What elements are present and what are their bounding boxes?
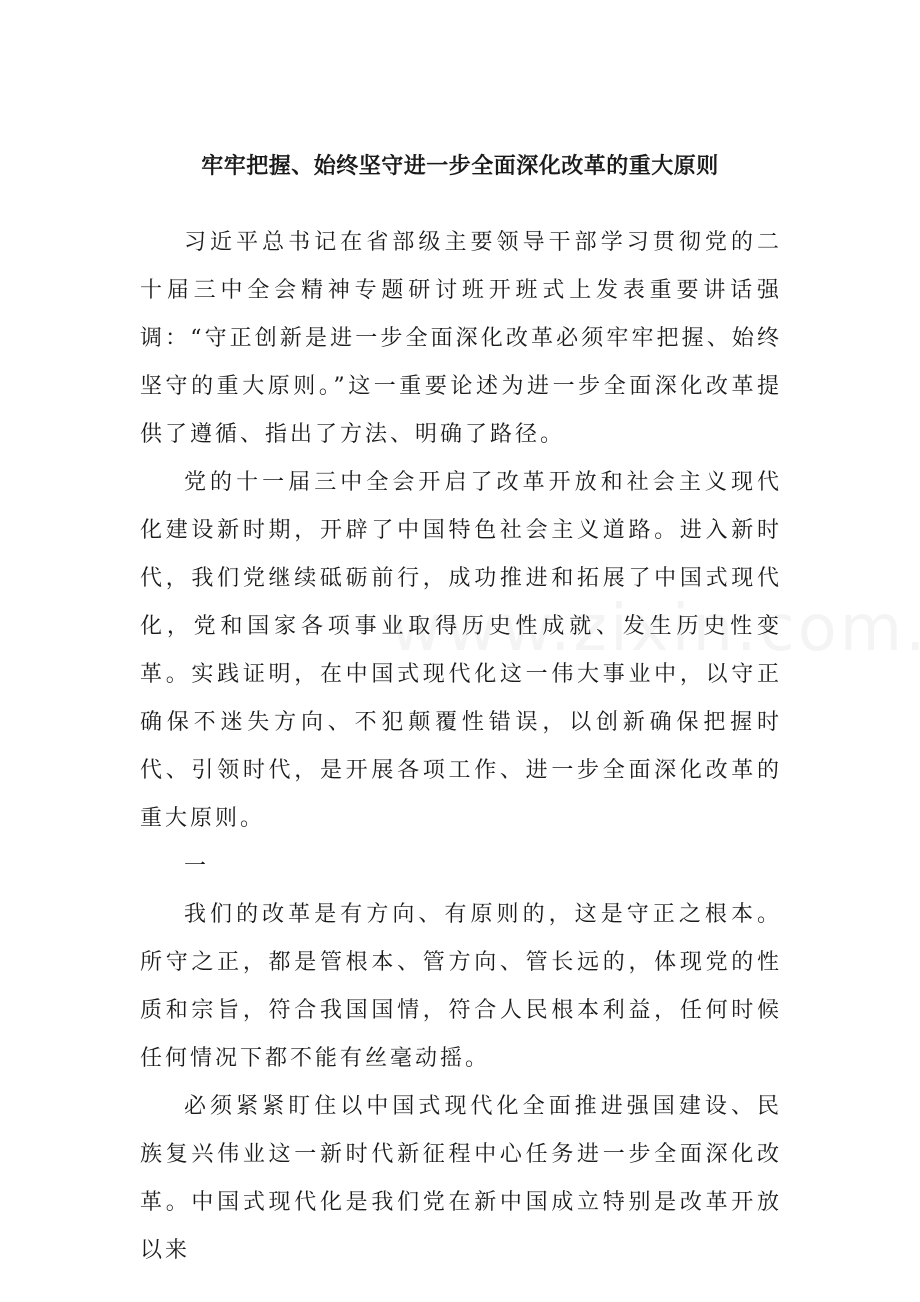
section-heading-1: 一 [184,854,210,879]
paragraph-4: 必须紧紧盯住以中国式现代化全面推进强国建设、民族复兴伟业这一新时代新征程中心任务进一步全面深化改革。中国式现代化是我们党在新中国成立特别是改革开放以来 [140,1094,782,1263]
paragraph-1: 习近平总书记在省部级主要领导干部学习贯彻党的二十届三中全会精神专题研讨班开班式上发表重要讲话强调：“守正创新是进一步全面深化改革必须牢牢把握、始终坚守的重大原则。”这一重要论述为进一步全面深化改革提供了遵循、指出了方法、明确了路径。 [140,230,782,447]
paragraph-3: 我们的改革是有方向、有原则的，这是守正之根本。所守之正，都是管根本、管方向、管长远的，体现党的性质和宗旨，符合我国国情，符合人民根本利益，任何时候任何情况下都不能有丝毫动摇。 [140,902,782,1071]
document-body [140,219,782,1275]
paragraph-2: 党的十一届三中全会开启了改革开放和社会主义现代化建设新时期，开辟了中国特色社会主义道路。进入新时代，我们党继续砥砺前行，成功推进和拓展了中国式现代化，党和国家各项事业取得历史性成就、发生历史性变革。实践证明，在中国式现代化这一伟大事业中，以守正确保不迷失方向、不犯颠覆性错误，以创新确保把握时代、引领时代，是开展各项工作、进一步全面深化改革的重大原则。 [140,470,782,831]
document-title: 牢牢把握、始终坚守进一步全面深化改革的重大原则 [201,153,719,179]
